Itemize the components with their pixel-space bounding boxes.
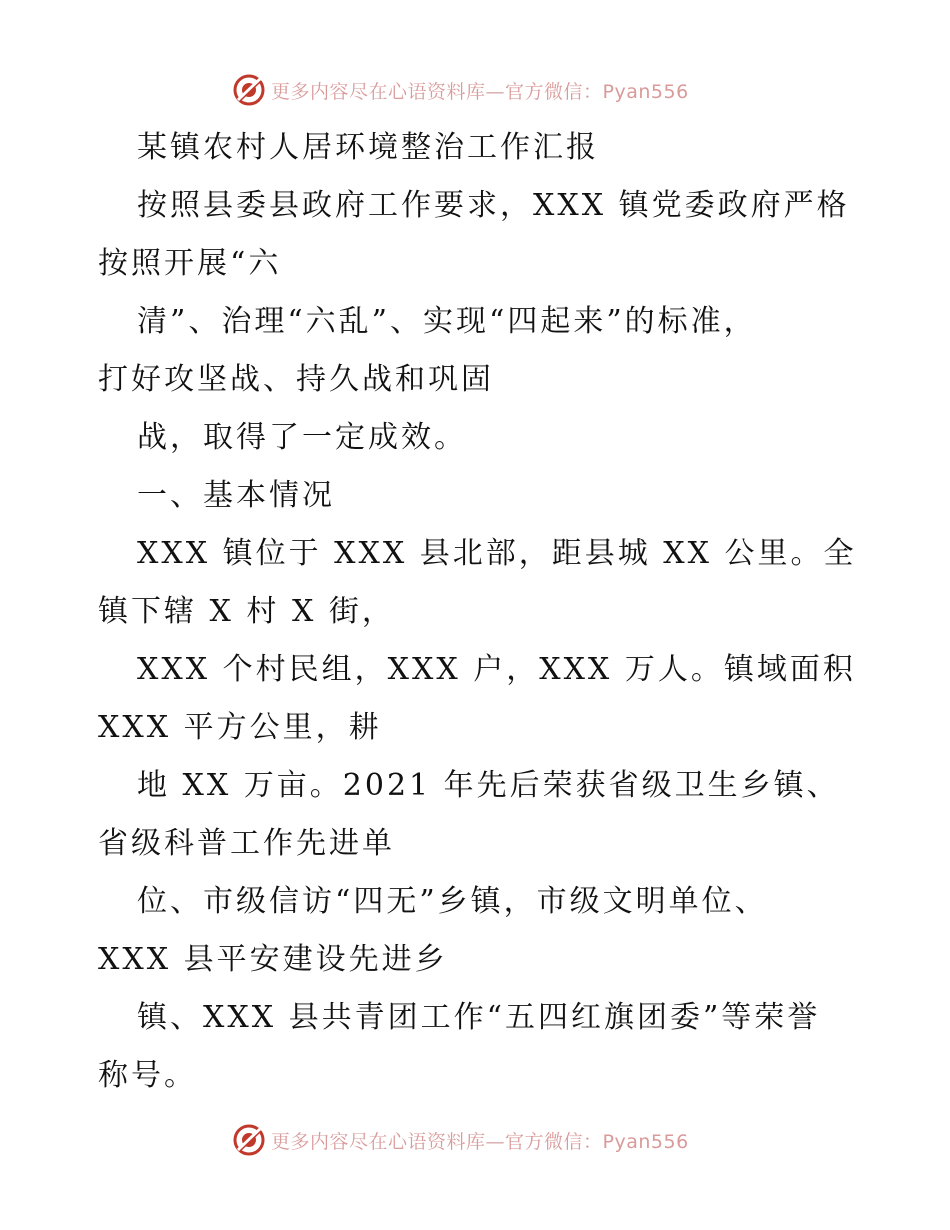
paragraph-line: 地 XX 万亩。2021 年先后荣获省级卫生乡镇、 bbox=[137, 768, 840, 803]
banner-title: 更多内容尽在心语资料库—官方微信：Pyan556 bbox=[271, 1130, 689, 1153]
banner-wechat: 官方微信：Pyan556 bbox=[505, 80, 689, 103]
logo-icon bbox=[232, 1123, 266, 1157]
banner-separator: — bbox=[485, 1130, 506, 1153]
paragraph-line: 称号。 bbox=[98, 1058, 197, 1093]
banner-separator: — bbox=[485, 80, 506, 103]
document-title: 某镇农村人居环境整治工作汇报 bbox=[137, 130, 599, 165]
paragraph-line: 打好攻坚战、持久战和巩固 bbox=[98, 362, 494, 397]
section-heading: 一、基本情况 bbox=[137, 478, 335, 513]
paragraph-line: 按照县委县政府工作要求，XXX 镇党委政府严格 bbox=[137, 188, 850, 223]
paragraph-line: XXX 个村民组，XXX 户，XXX 万人。镇域面积 bbox=[137, 652, 856, 687]
paragraph-line: XXX 镇位于 XXX 县北部，距县城 XX 公里。全 bbox=[137, 536, 857, 571]
paragraph-line: XXX 县平安建设先进乡 bbox=[98, 942, 448, 977]
paragraph-line: 省级科普工作先进单 bbox=[98, 826, 395, 861]
paragraph-line: 战，取得了一定成效。 bbox=[137, 420, 467, 455]
banner-title: 更多内容尽在心语资料库—官方微信：Pyan556 bbox=[271, 80, 689, 103]
logo-icon bbox=[232, 73, 266, 107]
paragraph-line: 位、市级信访“四无”乡镇，市级文明单位、 bbox=[137, 884, 768, 919]
paragraph-line: XXX 平方公里，耕 bbox=[98, 710, 382, 745]
header-banner bbox=[232, 73, 689, 107]
footer-banner bbox=[232, 1123, 689, 1157]
paragraph-line: 镇、XXX 县共青团工作“五四红旗团委”等荣誉 bbox=[137, 1000, 821, 1035]
paragraph-line: 按照开展“六 bbox=[98, 246, 282, 281]
paragraph-line: 清”、治理“六乱”、实现“四起来”的标准， bbox=[137, 304, 757, 339]
banner-wechat: 官方微信：Pyan556 bbox=[505, 1130, 689, 1153]
paragraph-line: 镇下辖 X 村 X 街， bbox=[98, 594, 395, 629]
